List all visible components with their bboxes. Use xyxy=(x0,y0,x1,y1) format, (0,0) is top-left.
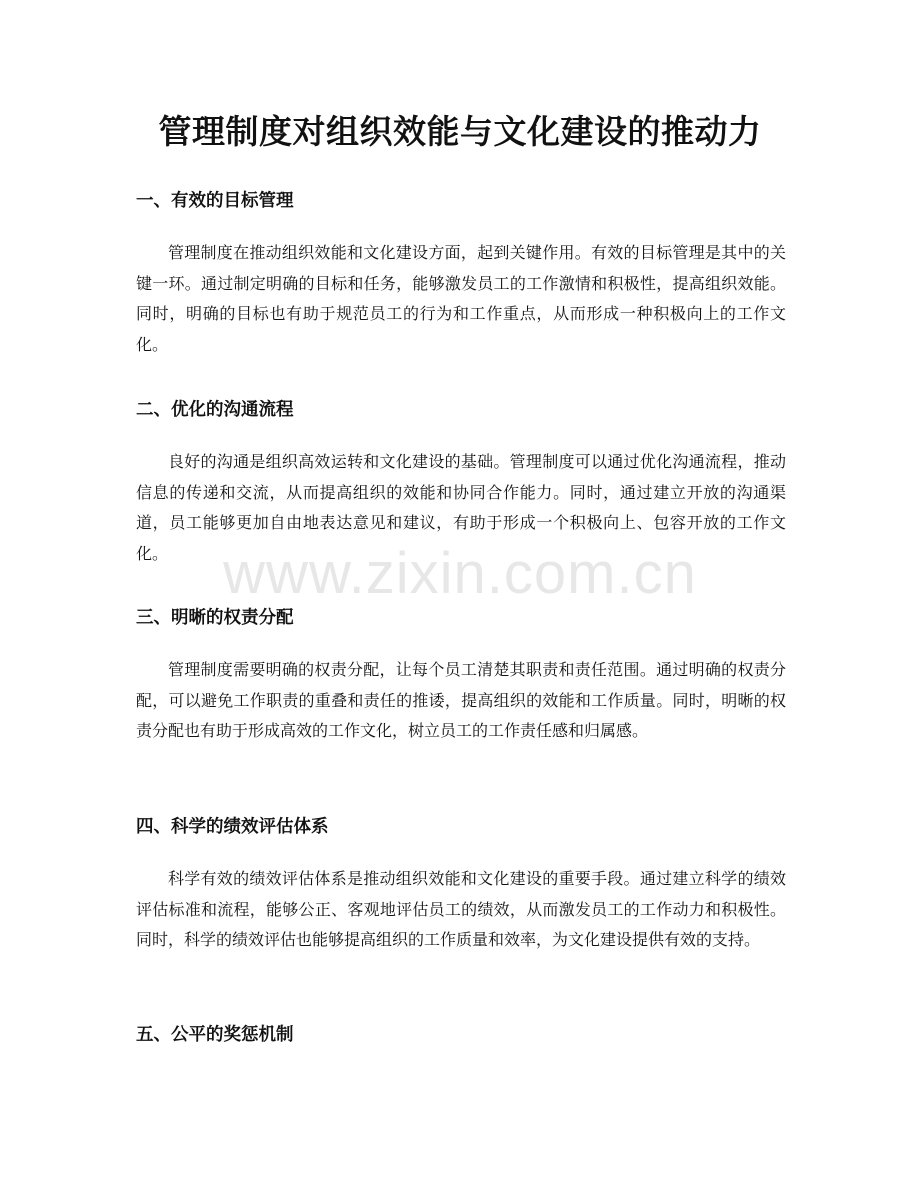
section-goal-management xyxy=(136,187,786,360)
section-responsibility-allocation xyxy=(136,604,786,747)
section-communication-process xyxy=(136,396,786,569)
section-heading: 一、有效的目标管理 xyxy=(136,191,294,211)
section-performance-evaluation xyxy=(136,813,786,956)
document-title: 管理制度对组织效能与文化建设的推动力 xyxy=(158,112,762,151)
section-heading: 二、优化的沟通流程 xyxy=(136,400,294,420)
section-paragraph: 良好的沟通是组织高效运转和文化建设的基础。管理制度可以通过优化沟通流程，推动信息的传递和交流，从而提高组织的效能和协同合作能力。同时，通过建立开放的沟通渠道，员工能够更加自由地表达意见和建议，有助于形成一个积极向上、包容开放的工作文化。 xyxy=(136,452,786,563)
section-paragraph: 科学有效的绩效评估体系是推动组织效能和文化建设的重要手段。通过建立科学的绩效评估标准和流程，能够公正、客观地评估员工的绩效，从而激发员工的工作动力和积极性。同时，科学的绩效评估也能够提高组织的工作质量和效率，为文化建设提供有效的支持。 xyxy=(136,869,786,949)
section-paragraph: 管理制度在推动组织效能和文化建设方面，起到关键作用。有效的目标管理是其中的关键一环。通过制定明确的目标和任务，能够激发员工的工作激情和积极性，提高组织效能。同时，明确的目标也有助于规范员工的行为和工作重点，从而形成一种积极向上的工作文化。 xyxy=(136,243,786,354)
section-reward-punishment xyxy=(136,1021,786,1049)
watermark: www.zixin.com.cn xyxy=(223,541,697,606)
section-heading: 五、公平的奖惩机制 xyxy=(136,1025,294,1045)
section-heading: 四、科学的绩效评估体系 xyxy=(136,817,329,837)
section-paragraph: 管理制度需要明确的权责分配，让每个员工清楚其职责和责任范围。通过明确的权责分配，可以避免工作职责的重叠和责任的推诿，提高组织的效能和工作质量。同时，明晰的权责分配也有助于形成高效的工作文化，树立员工的工作责任感和归属感。 xyxy=(136,660,786,740)
section-heading: 三、明晰的权责分配 xyxy=(136,608,294,628)
